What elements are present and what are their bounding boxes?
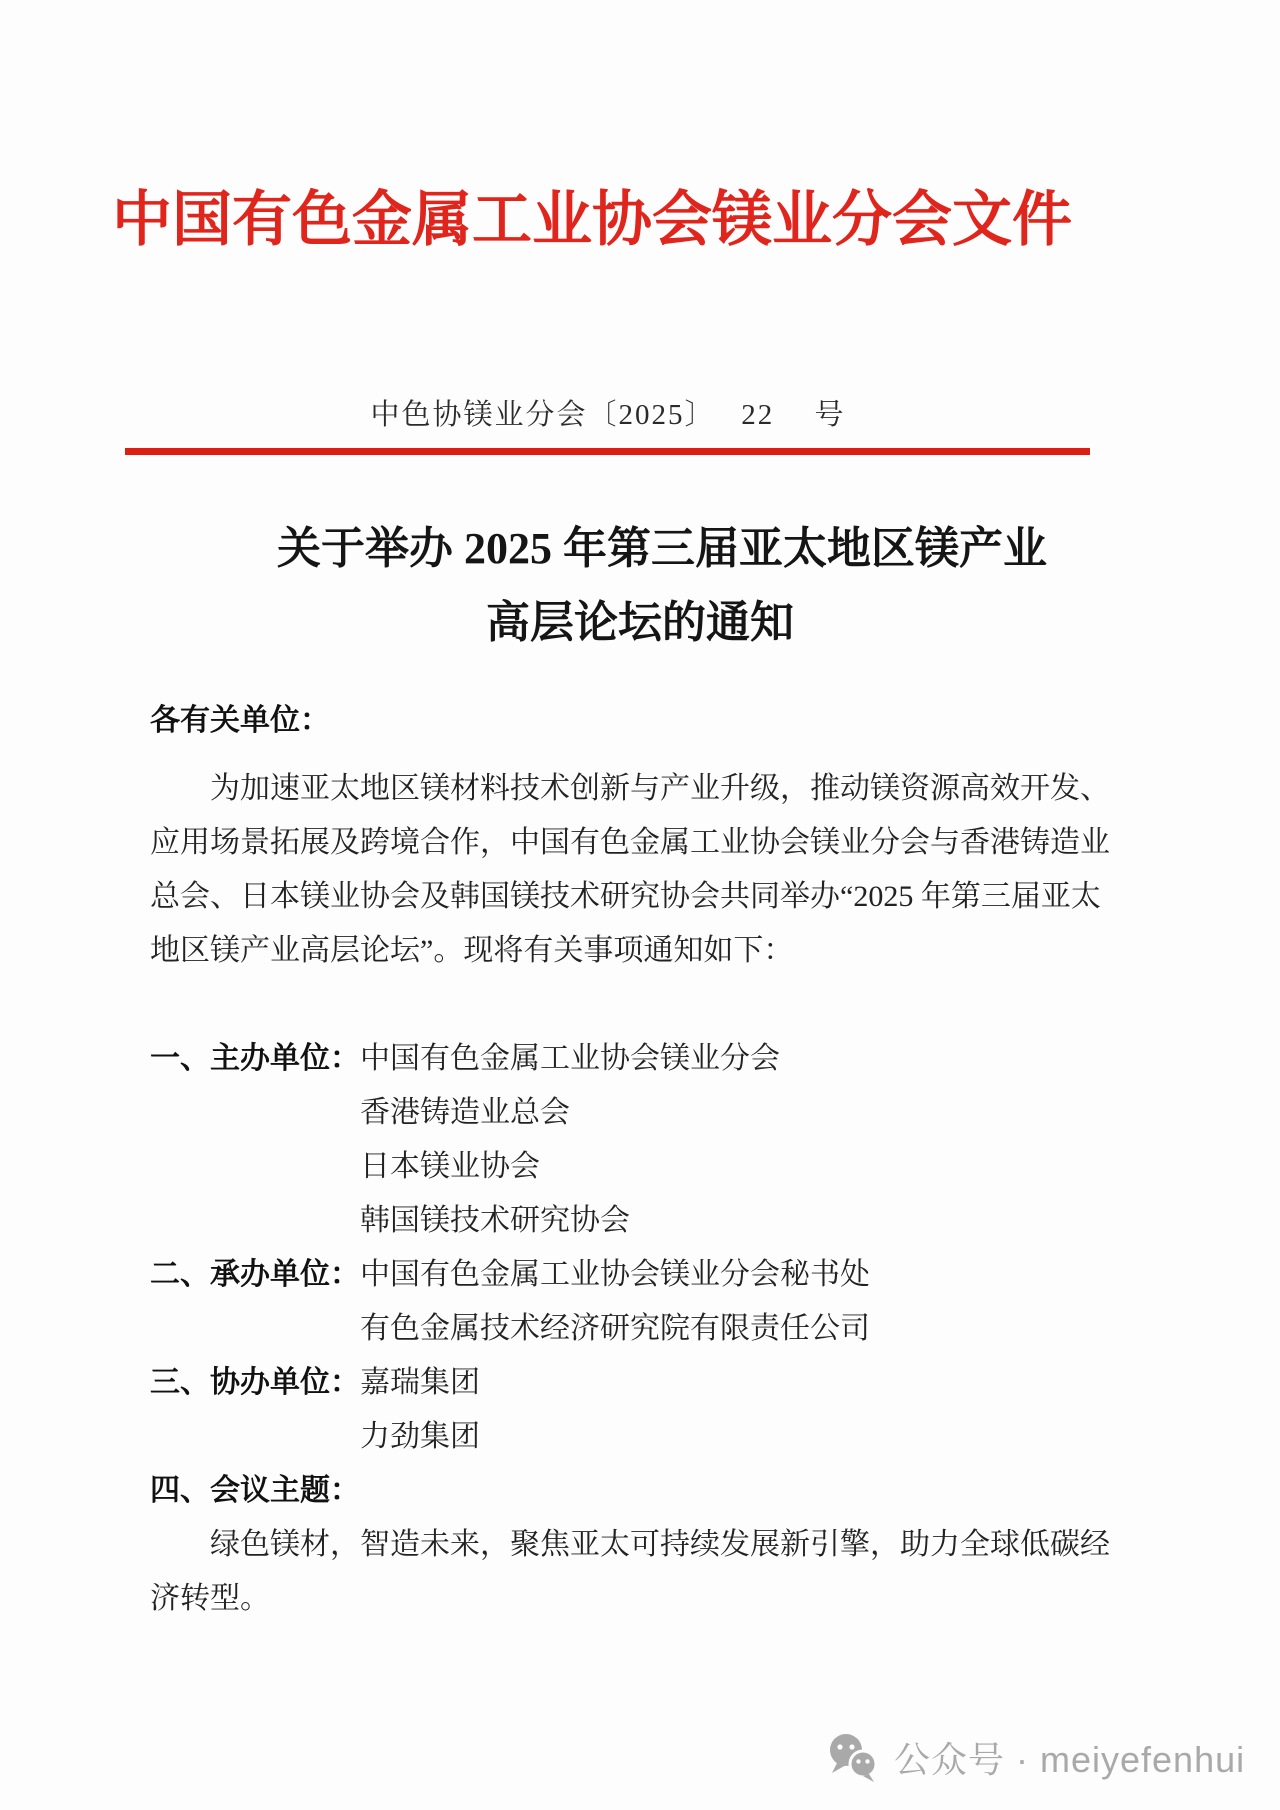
document-title-line-1: 关于举办 2025 年第三届亚太地区镁产业 (277, 524, 1047, 573)
section-organizer-units (150, 1248, 1150, 1302)
section-label: 三、协办单位： (150, 1366, 360, 1399)
section-item: 嘉瑞集团 (360, 1366, 480, 1399)
red-divider-rule (125, 448, 1090, 455)
intro-line: 总会、日本镁业协会及韩国镁技术研究协会共同举办“2025 年第三届亚太 (150, 880, 1101, 913)
watermark-text: 公众号 · meiyefenhui (894, 1739, 1246, 1780)
section-item: 中国有色金属工业协会镁业分会秘书处 (360, 1258, 870, 1291)
red-header-title: 中国有色金属工业协会镁业分会文件 (112, 187, 1072, 253)
intro-line: 为加速亚太地区镁材料技术创新与产业升级，推动镁资源高效开发、 (210, 772, 1110, 805)
document-body (150, 694, 1150, 1626)
blank-line (150, 978, 1150, 1032)
wechat-icon (826, 1733, 880, 1783)
section-conference-theme (150, 1464, 1150, 1518)
intro-line: 地区镁产业高层论坛”。现将有关事项通知如下： (150, 934, 794, 967)
section-item: 有色金属技术经济研究院有限责任公司 (360, 1312, 870, 1345)
intro-line: 应用场景拓展及跨境合作，中国有色金属工业协会镁业分会与香港铸造业 (150, 826, 1110, 859)
section-item: 韩国镁技术研究协会 (360, 1204, 630, 1237)
section-label: 二、承办单位： (150, 1258, 360, 1291)
salutation: 各有关单位： (150, 704, 330, 737)
section-host-units (150, 1032, 1150, 1086)
section-label: 四、会议主题： (150, 1474, 360, 1507)
document-title-line-2: 高层论坛的通知 (486, 598, 794, 647)
section-item: 力劲集团 (360, 1420, 480, 1453)
section-item: 日本镁业协会 (360, 1150, 540, 1183)
theme-line: 济转型。 (150, 1582, 270, 1615)
section-label: 一、主办单位： (150, 1042, 360, 1075)
theme-line: 绿色镁材，智造未来，聚焦亚太可持续发展新引擎，助力全球低碳经 (210, 1528, 1110, 1561)
section-item: 香港铸造业总会 (360, 1096, 570, 1129)
section-co-organizer-units (150, 1356, 1150, 1410)
wechat-watermark (826, 1732, 1245, 1783)
section-item: 中国有色金属工业协会镁业分会 (360, 1042, 780, 1075)
document-number: 中色协镁业分会〔2025〕 22 号 (370, 399, 846, 431)
